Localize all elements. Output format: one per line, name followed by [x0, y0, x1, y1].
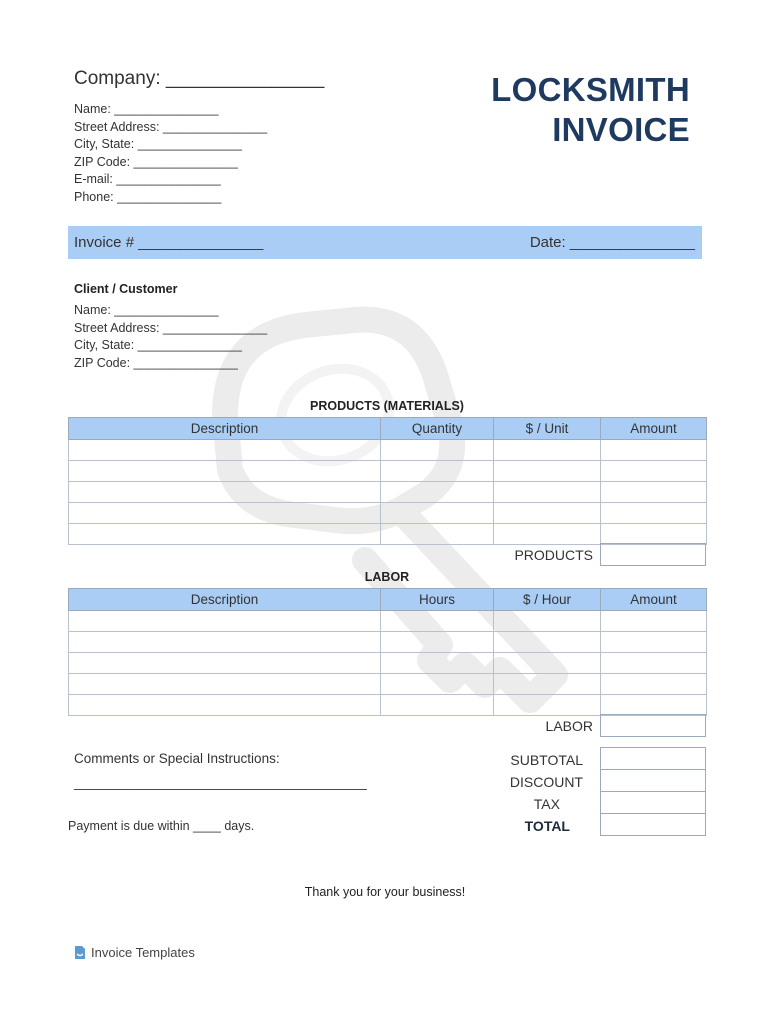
table-row	[69, 461, 707, 482]
tax-label: TAX	[533, 796, 560, 812]
table-row	[69, 632, 707, 653]
client-name-field[interactable]: Name: _______________	[74, 303, 219, 317]
table-row	[69, 440, 707, 461]
client-street-field[interactable]: Street Address: _______________	[74, 321, 268, 335]
client-section-title: Client / Customer	[74, 282, 178, 296]
column-header-amount: Amount	[601, 418, 707, 440]
total-label: TOTAL	[524, 818, 570, 834]
subtotal-field[interactable]	[601, 748, 706, 770]
hourly-rate-cell[interactable]	[494, 653, 601, 674]
description-cell[interactable]	[69, 482, 381, 503]
document-title	[491, 70, 690, 150]
description-cell[interactable]	[69, 461, 381, 482]
amount-cell[interactable]	[601, 524, 707, 545]
comments-label: Comments or Special Instructions:	[74, 751, 280, 766]
quantity-cell[interactable]	[381, 503, 494, 524]
products-section-title: PRODUCTS (MATERIALS)	[310, 399, 464, 413]
amount-cell[interactable]	[601, 461, 707, 482]
sender-phone-field[interactable]: Phone: _______________	[74, 190, 222, 204]
total-field[interactable]	[601, 814, 706, 836]
description-cell[interactable]	[69, 524, 381, 545]
hours-cell[interactable]	[381, 695, 494, 716]
column-header-quantity: Quantity	[381, 418, 494, 440]
description-cell[interactable]	[69, 611, 381, 632]
unit-price-cell[interactable]	[494, 524, 601, 545]
description-cell[interactable]	[69, 653, 381, 674]
hours-cell[interactable]	[381, 632, 494, 653]
amount-cell[interactable]	[601, 503, 707, 524]
amount-cell[interactable]	[601, 482, 707, 503]
hours-cell[interactable]	[381, 611, 494, 632]
title-line-2: INVOICE	[552, 111, 690, 148]
discount-field[interactable]	[601, 770, 706, 792]
labor-table	[68, 588, 707, 716]
sender-name-field[interactable]: Name: _______________	[74, 102, 219, 116]
labor-header-row	[69, 589, 707, 611]
description-cell[interactable]	[69, 674, 381, 695]
column-header-amount: Amount	[601, 589, 707, 611]
products-subtotal-label: PRODUCTS	[514, 547, 593, 563]
hours-cell[interactable]	[381, 653, 494, 674]
client-city-field[interactable]: City, State: _______________	[74, 338, 242, 352]
quantity-cell[interactable]	[381, 482, 494, 503]
amount-cell[interactable]	[601, 674, 707, 695]
thank-you-message: Thank you for your business!	[304, 885, 466, 899]
table-row	[69, 482, 707, 503]
table-row	[69, 611, 707, 632]
brand-logo	[74, 945, 195, 960]
labor-subtotal-field[interactable]	[600, 714, 706, 737]
unit-price-cell[interactable]	[494, 440, 601, 461]
comments-field[interactable]: _______________________________________	[74, 775, 367, 790]
amount-cell[interactable]	[601, 632, 707, 653]
table-row	[69, 524, 707, 545]
unit-price-cell[interactable]	[494, 461, 601, 482]
description-cell[interactable]	[69, 440, 381, 461]
amount-cell[interactable]	[601, 611, 707, 632]
sender-street-field[interactable]: Street Address: _______________	[74, 120, 268, 134]
products-table	[68, 417, 707, 545]
hourly-rate-cell[interactable]	[494, 632, 601, 653]
subtotal-label: SUBTOTAL	[510, 752, 583, 768]
table-row	[69, 653, 707, 674]
totals-table	[600, 747, 706, 836]
sender-zip-field[interactable]: ZIP Code: _______________	[74, 155, 238, 169]
amount-cell[interactable]	[601, 653, 707, 674]
products-subtotal-field[interactable]	[600, 543, 706, 566]
column-header-unit-price: $ / Unit	[494, 418, 601, 440]
sender-city-field[interactable]: City, State: _______________	[74, 137, 242, 151]
quantity-cell[interactable]	[381, 440, 494, 461]
products-header-row	[69, 418, 707, 440]
column-header-description: Description	[69, 418, 381, 440]
table-row	[69, 503, 707, 524]
quantity-cell[interactable]	[381, 461, 494, 482]
quantity-cell[interactable]	[381, 524, 494, 545]
column-header-description: Description	[69, 589, 381, 611]
amount-cell[interactable]	[601, 440, 707, 461]
document-icon	[74, 945, 86, 960]
unit-price-cell[interactable]	[494, 482, 601, 503]
hourly-rate-cell[interactable]	[494, 611, 601, 632]
client-zip-field[interactable]: ZIP Code: _______________	[74, 356, 238, 370]
tax-field[interactable]	[601, 792, 706, 814]
table-row	[69, 674, 707, 695]
invoice-number-field[interactable]: Invoice # _______________	[74, 234, 264, 251]
brand-name: Invoice Templates	[91, 945, 195, 960]
unit-price-cell[interactable]	[494, 503, 601, 524]
discount-label: DISCOUNT	[509, 774, 583, 790]
description-cell[interactable]	[69, 632, 381, 653]
hourly-rate-cell[interactable]	[494, 674, 601, 695]
column-header-hours: Hours	[381, 589, 494, 611]
invoice-date-field[interactable]: Date: _______________	[529, 234, 695, 251]
title-line-1: LOCKSMITH	[491, 71, 690, 108]
description-cell[interactable]	[69, 503, 381, 524]
column-header-hourly-rate: $ / Hour	[494, 589, 601, 611]
hourly-rate-cell[interactable]	[494, 695, 601, 716]
labor-section-title: LABOR	[364, 570, 410, 584]
sender-email-field[interactable]: E-mail: _______________	[74, 172, 221, 186]
payment-terms[interactable]: Payment is due within ____ days.	[68, 819, 255, 833]
labor-subtotal-label: LABOR	[545, 718, 593, 734]
table-row	[69, 695, 707, 716]
amount-cell[interactable]	[601, 695, 707, 716]
description-cell[interactable]	[69, 695, 381, 716]
hours-cell[interactable]	[381, 674, 494, 695]
company-field[interactable]: Company: _______________	[74, 68, 325, 89]
